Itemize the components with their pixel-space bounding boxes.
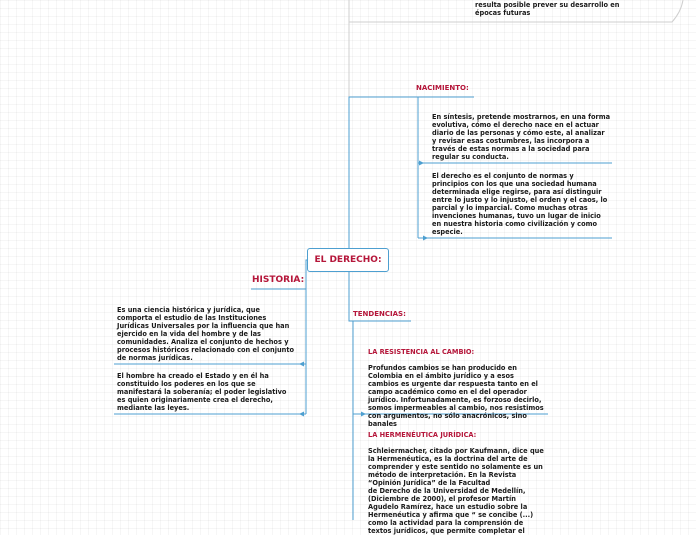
nacimiento-item-2[interactable]: El derecho es el conjunto de normas y principios con los que una sociedad humana determinada elige regirse, para así distinguir entre lo justo y lo injusto, el orden y el caos, lo parcial y lo imparcial. Como muchas otras invenciones humanas, tuvo un lugar de inicio en nuestra historia como civilización y como especie. xyxy=(432,172,608,236)
tendencias-item-2-title: LA HERMENÉUTICA JURÍDICA: xyxy=(368,431,477,439)
top-branch-text: resulta posible prever su desarrollo en épocas futuras xyxy=(475,1,620,17)
central-topic-label: EL DERECHO: xyxy=(314,255,382,265)
tendencias-item-2-body: Schleiermacher, citado por Kaufmann, dice que la Hermenéutica, es la doctrina del arte de comprender y este sentido no solamente es un método de interpretación. En la Revista “Opinión Jurídica” de la Facultad de Derecho de la Universidad de Medellín, (Diciembre de 2000), el profesor Martín Agudelo Ramírez, hace un estudio sobre la Hermenéutica y afirma que “ se concibe (...) como la actividad para la comprensión de textos jurídicos, que permite completar el xyxy=(368,447,544,535)
tendencias-item-1-title: LA RESISTENCIA AL CAMBIO: xyxy=(368,348,475,356)
historia-item-2[interactable]: El hombre ha creado el Estado y en él ha constituido los poderes en los que se manifestará la soberanía; el poder legislativo es quien originariamente crea el derecho, mediante las leyes. xyxy=(117,372,287,412)
nacimiento-item-1[interactable]: En síntesis, pretende mostrarnos, en una forma evolutiva, cómo el derecho nace en el actuar diario de las personas y cómo este, al analizar y revisar esas costumbres, las incorpora a través de estas normas a la sociedad para regular su conducta. xyxy=(432,113,611,161)
topic-tendencias[interactable]: TENDENCIAS: xyxy=(353,310,406,318)
topic-nacimiento[interactable]: NACIMIENTO: xyxy=(416,84,469,92)
central-topic[interactable] xyxy=(307,248,389,272)
tendencias-item-1-body: Profundos cambios se han producido en Colombia en el ámbito jurídico y a esos cambios es urgente dar respuesta tanto en el campo académico como en el del operador jurídico. Infortunadamente, es forzoso decirlo, somos impermeables al cambio, nos resistimos con argumentos, no sólo anacrónicos, sino banales xyxy=(368,364,544,428)
tendencias-item-1[interactable] xyxy=(368,340,544,428)
topic-historia[interactable]: HISTORIA: xyxy=(252,275,305,285)
tendencias-item-2[interactable] xyxy=(368,423,544,535)
historia-item-1[interactable]: Es una ciencia histórica y jurídica, que comporta el estudio de las Instituciones Jurídicas Universales por la influencia que han ejercido en la vida del hombre y de las comunidades. Analiza el conjunto de hechos y procesos históricos relacionado con el conjunto de normas jurídicas. xyxy=(117,306,295,362)
